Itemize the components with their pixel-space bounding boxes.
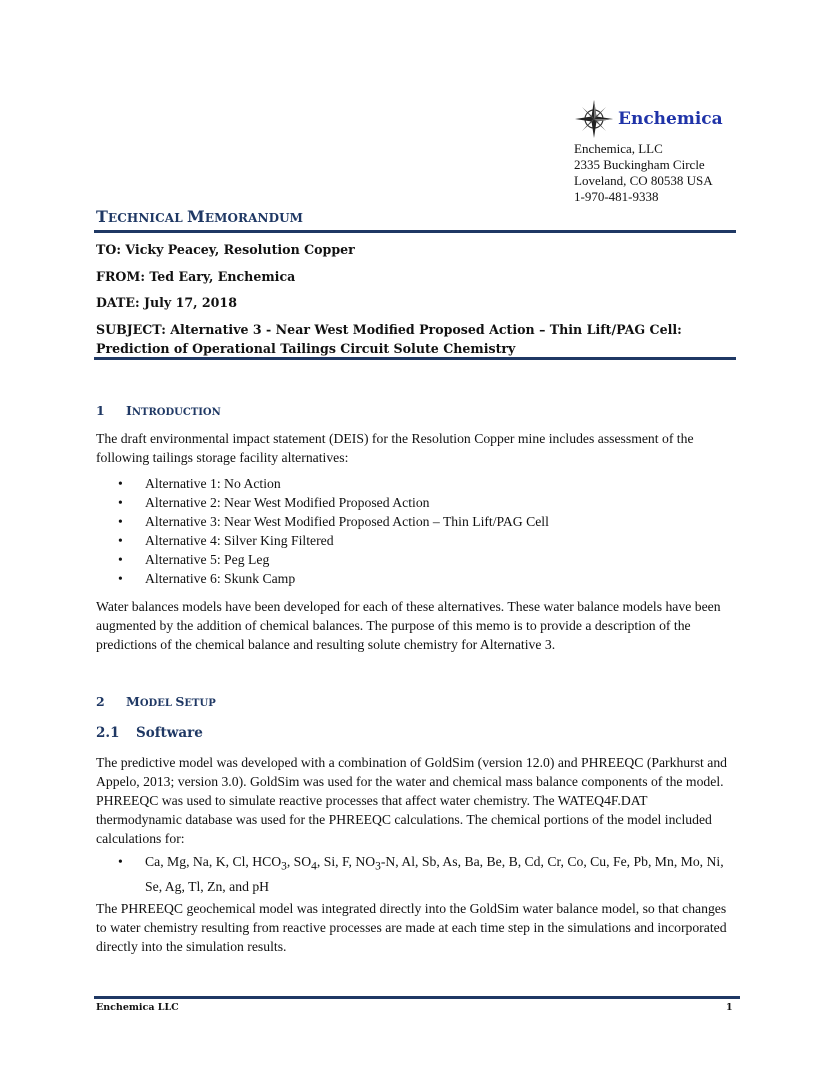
solute-list: Ca, Mg, Na, K, Cl, $HCO_3$, $SO_4$, Si, F, $NO_3-N$, Al, Sb, As, Ba, Be, B, Cd, Cr, Co, Cu, Fe, Pb, Mn, Mo, Ni, Se, Ag, Tl, Zn, and pH	[145, 854, 724, 894]
footer-divider	[94, 996, 740, 999]
logo-company-name: Enchemica	[618, 109, 723, 129]
alternatives-list	[118, 474, 549, 588]
memo-subject: SUBJECT: Alternative 3 - Near West Modified Proposed Action – Thin Lift/PAG Cell: Prediction of Operational Tailings Circuit Solute Chemistry	[96, 322, 682, 356]
address-line: Loveland, CO 80538 USA	[574, 173, 713, 188]
section-heading-model-setup: 2 MODEL SETUP	[96, 694, 216, 709]
title-divider	[94, 230, 736, 233]
list-item: • Alternative 2: Near West Modified Proposed Action	[118, 495, 430, 510]
phreeqc-integration-paragraph: The PHREEQC geochemical model was integrated directly into the GoldSim water balance model, so that changes to water chemistry resulting from reactive processes are made at each time step in the simulations and incorporated directly into the simulation results.	[96, 901, 727, 954]
header-divider	[94, 357, 736, 360]
memo-title: TECHNICAL MEMORANDUM	[96, 207, 304, 226]
intro-paragraph: The draft environmental impact statement (DEIS) for the Resolution Copper mine includes assessment of the following tailings storage facility alternatives:	[96, 431, 694, 465]
list-item: • Alternative 5: Peg Leg	[118, 552, 270, 567]
list-item: • Ca, Mg, Na, K, Cl, $HCO_3$, $SO_4$, Si, F, $NO_3-N$, Al, Sb, As, Ba, Be, B, Cd, Cr, Co, Cu, Fe, Pb, Mn, Mo, Ni, Se, Ag, Tl, Zn, and pH	[118, 852, 738, 896]
address-line: Enchemica, LLC	[574, 141, 663, 156]
footer-company: Enchemica LLC	[96, 1002, 179, 1013]
memo-to: TO: Vicky Peacey, Resolution Copper	[96, 242, 355, 257]
water-balance-paragraph: Water balances models have been developed for each of these alternatives. These water balance models have been augmented by the addition of chemical balances. The purpose of this memo is to provide a description of the predictions of the chemical balance and resulting solute chemistry for Alternative 3.	[96, 599, 721, 652]
subsection-heading-software: 2.1 Software	[96, 725, 203, 741]
list-item: • Alternative 4: Silver King Filtered	[118, 533, 334, 548]
list-item: • Alternative 1: No Action	[118, 476, 281, 491]
company-address	[574, 141, 713, 205]
address-line: 1-970-481-9338	[574, 189, 659, 204]
company-logo	[574, 99, 723, 139]
address-line: 2335 Buckingham Circle	[574, 157, 705, 172]
memo-date: DATE: July 17, 2018	[96, 295, 237, 310]
list-item: • Alternative 3: Near West Modified Proposed Action – Thin Lift/PAG Cell	[118, 514, 549, 529]
software-paragraph: The predictive model was developed with a combination of GoldSim (version 12.0) and PHREEQC (Parkhurst and Appelo, 2013; version 3.0). GoldSim was used for the water and chemical mass balance components of the model. PHREEQC was used to simulate reactive processes that affect water chemistry. The WATEQ4F.DAT thermodynamic database was used for the PHREEQC calculations. The chemical portions of the model included calculations for:	[96, 755, 728, 846]
page-number: 1	[726, 1002, 733, 1013]
compass-rose-icon	[574, 99, 614, 139]
section-heading-introduction: 1 INTRODUCTION	[96, 403, 221, 418]
list-item: • Alternative 6: Skunk Camp	[118, 571, 296, 586]
memo-from: FROM: Ted Eary, Enchemica	[96, 269, 296, 284]
